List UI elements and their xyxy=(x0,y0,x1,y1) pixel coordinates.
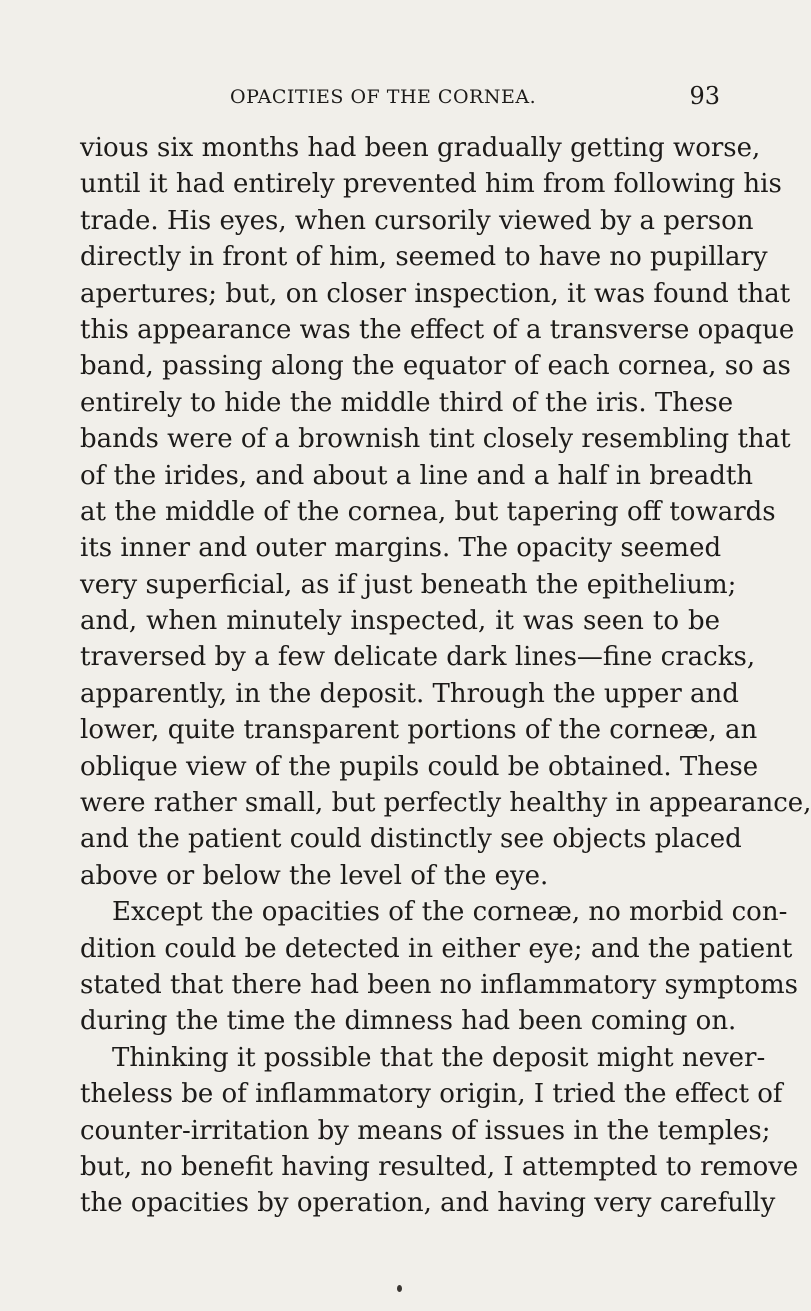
text-line: of the irides, and about a line and a half in breadth xyxy=(80,460,754,491)
text-line: trade. His eyes, when cursorily viewed by a person xyxy=(80,205,754,236)
text-line: the opacities by operation, and having very carefully xyxy=(80,1188,776,1219)
text-line: entirely to hide the middle third of the iris. These xyxy=(80,387,734,418)
page-number: 93 xyxy=(689,82,720,110)
text-line: vious six months had been gradually getting worse, xyxy=(80,133,761,163)
text-line: very superficial, as if just beneath the epithelium; xyxy=(80,569,737,600)
text-line: stated that there had been no inflammatory symptoms xyxy=(80,969,798,1000)
text-line: apparently, in the deposit. Through the upper and xyxy=(80,678,739,709)
text-line: but, no benefit having resulted, I attempted to remove xyxy=(80,1151,799,1182)
text-line: oblique view of the pupils could be obtained. These xyxy=(80,751,759,782)
text-line: directly in front of him, seemed to have no pupillary xyxy=(80,242,768,273)
page-header xyxy=(80,82,720,116)
text-line: this appearance was the effect of a transverse opaque xyxy=(80,314,795,345)
paragraph-start-line: Thinking it possible that the deposit might never- xyxy=(112,1042,766,1073)
text-line: bands were of a brownish tint closely resembling that xyxy=(80,424,791,455)
text-line: theless be of inflammatory origin, I tried the effect of xyxy=(80,1079,783,1110)
text-line: until it had entirely prevented him from following his xyxy=(80,169,782,200)
text-line: dition could be detected in either eye; and the patient xyxy=(80,933,793,964)
text-line: its inner and outer margins. The opacity seemed xyxy=(80,533,722,564)
text-line: traversed by a few delicate dark lines—fine cracks, xyxy=(80,642,756,673)
text-line: apertures; but, on closer inspection, it was found that xyxy=(80,278,791,309)
text-line: lower, quite transparent portions of the corneæ, an xyxy=(80,715,758,746)
paragraph-start-line: Except the opacities of the corneæ, no morbid con- xyxy=(112,897,788,928)
printer-mark xyxy=(397,1285,402,1292)
body-text xyxy=(80,130,811,1222)
text-line: and, when minutely inspected, it was seen to be xyxy=(80,606,720,637)
paragraph-end-line: during the time the dimness had been coming on. xyxy=(80,1006,737,1037)
running-title: OPACITIES OF THE CORNEA. xyxy=(230,86,537,108)
paragraph-end-line: above or below the level of the eye. xyxy=(80,860,549,891)
text-line: band, passing along the equator of each cornea, so as xyxy=(80,351,791,382)
text-line: and the patient could distinctly see objects placed xyxy=(80,824,742,855)
text-line: were rather small, but perfectly healthy in appearance, xyxy=(80,788,811,819)
text-line: counter-irritation by means of issues in the temples; xyxy=(80,1115,771,1146)
text-line: at the middle of the cornea, but tapering off towards xyxy=(80,496,776,527)
